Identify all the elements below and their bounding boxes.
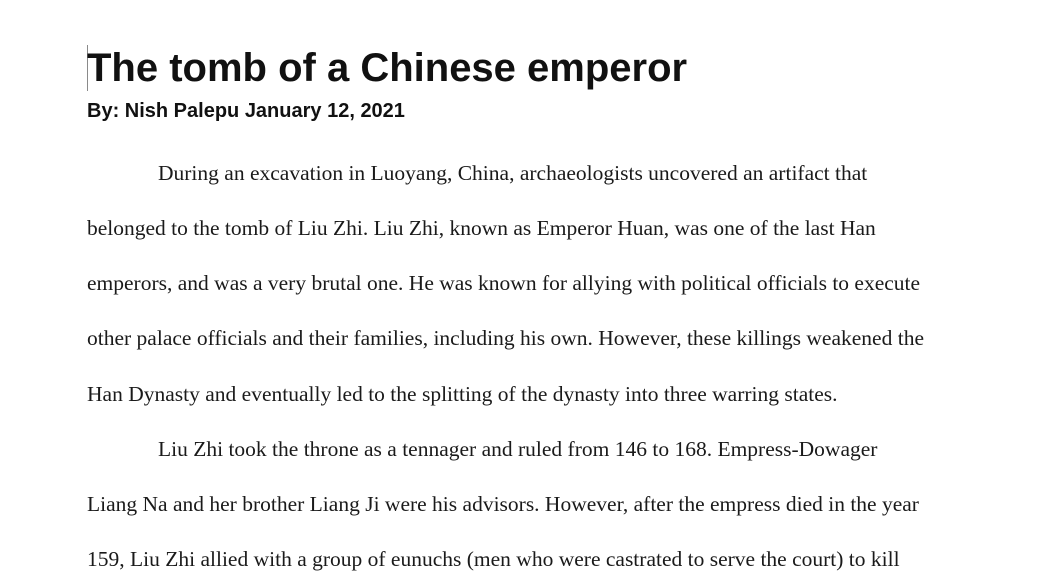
body-line: Han Dynasty and eventually led to the splitting of the dynasty into three warring states. xyxy=(87,382,838,406)
body-line: 159, Liu Zhi allied with a group of eunuchs (men who were castrated to serve the court) to kill xyxy=(87,547,900,571)
body-line: belonged to the tomb of Liu Zhi. Liu Zhi, known as Emperor Huan, was one of the last Han xyxy=(87,216,876,240)
document-title: The tomb of a Chinese emperor xyxy=(87,46,688,90)
body-line: Liang Na and her brother Liang Ji were his advisors. However, after the empress died in the year xyxy=(87,492,919,516)
body-line: Liu Zhi took the throne as a tennager and ruled from 146 to 168. Empress-Dowager xyxy=(158,437,878,461)
body-line: During an excavation in Luoyang, China, archaeologists uncovered an artifact that xyxy=(158,161,868,185)
body-line: other palace officials and their families, including his own. However, these killings weakened the xyxy=(87,326,924,350)
byline: By: Nish Palepu January 12, 2021 xyxy=(87,100,405,122)
body-line: emperors, and was a very brutal one. He was known for allying with political officials to execute xyxy=(87,271,921,295)
